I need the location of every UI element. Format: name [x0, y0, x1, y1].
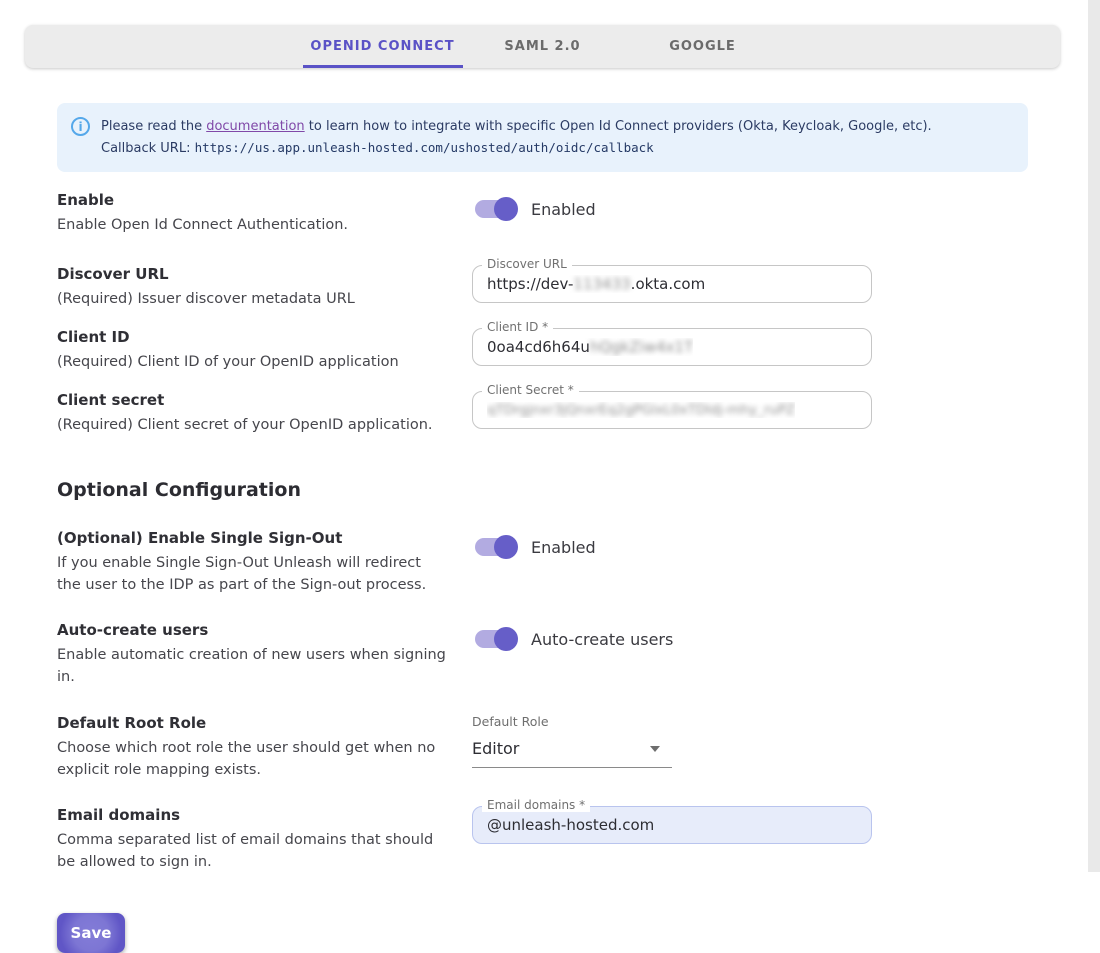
toggle-thumb: [494, 627, 518, 651]
documentation-link[interactable]: documentation: [206, 119, 305, 134]
optional-configuration-heading: Optional Configuration: [57, 479, 301, 501]
email-domains-title: Email domains: [57, 806, 181, 824]
vertical-scrollbar[interactable]: [1088, 0, 1100, 872]
redacted-text: hQgkZiw4x1T: [589, 338, 694, 356]
auto-create-title: Auto-create users: [57, 621, 209, 639]
tab-openid-connect[interactable]: [303, 25, 463, 68]
row-email-domains: [57, 798, 1028, 873]
sso-toggle-label: Enabled: [531, 537, 596, 557]
auto-create-toggle[interactable]: [472, 626, 520, 652]
info-banner-text: [101, 116, 932, 159]
discover-url-input[interactable]: [472, 257, 872, 303]
tab-label: GOOGLE: [669, 39, 736, 54]
chevron-down-icon: [650, 746, 660, 752]
default-role-title: Default Root Role: [57, 714, 207, 732]
banner-text-after: to learn how to integrate with specific Open Id Connect providers (Okta, Keycloak, Google, etc).: [304, 119, 932, 134]
client-secret-field-label: Client Secret *: [482, 383, 579, 397]
enable-title: Enable: [57, 191, 115, 209]
client-id-title: Client ID: [57, 328, 130, 346]
toggle-thumb: [494, 197, 518, 221]
default-role-select[interactable]: [472, 737, 672, 768]
row-enable: [57, 191, 1028, 236]
redacted-text: qTDrgjnxr3jQnxrEq2gPGlxL0xTDldj-mhy_ruPZ: [487, 402, 796, 418]
enable-description: Enable Open Id Connect Authentication.: [57, 217, 349, 233]
sso-description: If you enable Single Sign-Out Unleash will redirect the user to the IDP as part of the Sign-out process.: [57, 555, 427, 593]
callback-url-label: Callback URL:: [101, 141, 195, 156]
email-domains-field-label: Email domains *: [482, 798, 590, 812]
default-role-description: Choose which root role the user should get when no explicit role mapping exists.: [57, 740, 436, 778]
default-role-selected-value: Editor: [472, 739, 520, 758]
auto-create-toggle-label: Auto-create users: [531, 629, 674, 649]
client-id-field-label: Client ID *: [482, 320, 553, 334]
enable-toggle-label: Enabled: [531, 199, 596, 219]
email-domains-input[interactable]: [472, 798, 872, 844]
toggle-thumb: [494, 535, 518, 559]
discover-url-field-label: Discover URL: [482, 257, 572, 271]
tab-label: SAML 2.0: [504, 39, 581, 54]
save-button[interactable]: Save: [57, 913, 125, 953]
row-default-role: [57, 714, 1028, 781]
row-client-id: [57, 320, 1028, 373]
banner-text-before: Please read the: [101, 119, 207, 134]
enable-toggle[interactable]: [472, 196, 520, 222]
info-banner: [57, 103, 1028, 172]
row-client-secret: [57, 383, 1028, 436]
oidc-form: [25, 191, 1060, 953]
tab-google[interactable]: [623, 25, 783, 68]
discover-url-description: (Required) Issuer discover metadata URL: [57, 291, 355, 307]
client-secret-title: Client secret: [57, 391, 165, 409]
email-domains-description: Comma separated list of email domains that should be allowed to sign in.: [57, 832, 434, 870]
redacted-text: 113433: [573, 275, 631, 293]
row-single-sign-out: [57, 529, 1028, 596]
single-sign-out-toggle[interactable]: [472, 534, 520, 560]
client-secret-description: (Required) Client secret of your OpenID application.: [57, 417, 433, 433]
discover-url-value: https://dev-113433.okta.com: [487, 275, 706, 293]
client-id-input[interactable]: [472, 320, 872, 366]
email-domains-value: @unleash-hosted.com: [487, 816, 655, 834]
auth-provider-tabbar: [25, 25, 1060, 68]
client-secret-input[interactable]: [472, 383, 872, 429]
tab-label: OPENID CONNECT: [310, 39, 455, 54]
oidc-settings-panel: [25, 68, 1060, 953]
discover-url-title: Discover URL: [57, 265, 169, 283]
callback-url: https://us.app.unleash-hosted.com/ushosted/auth/oidc/callback: [194, 140, 654, 155]
auto-create-description: Enable automatic creation of new users when signing in.: [57, 647, 446, 685]
sso-title: (Optional) Enable Single Sign-Out: [57, 529, 343, 547]
tab-saml[interactable]: [463, 25, 623, 68]
client-id-description: (Required) Client ID of your OpenID application: [57, 354, 399, 370]
row-auto-create: [57, 621, 1028, 688]
default-role-select-label: Default Role: [472, 714, 549, 729]
info-icon: i: [71, 117, 90, 136]
client-secret-value: [487, 402, 795, 418]
client-id-value: 0oa4cd6h64uhQgkZiw4x1T: [487, 338, 694, 356]
row-discover-url: [57, 257, 1028, 310]
